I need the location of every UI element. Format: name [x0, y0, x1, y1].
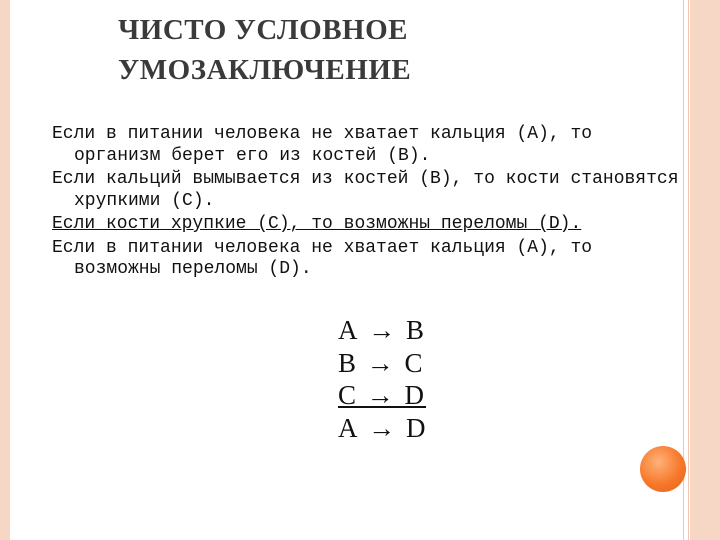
premise-3: Если кости хрупкие (С), то возможны переломы (D).: [52, 214, 582, 234]
implication-row: В → С: [338, 347, 425, 378]
premises-text: [52, 124, 682, 283]
implication-row: С → D: [338, 380, 427, 410]
title-line: УМОЗАКЛЮЧЕНИЕ: [118, 54, 412, 86]
right-decorative-border: [690, 0, 720, 540]
implication-chain: [338, 314, 428, 444]
left-decorative-border: [0, 0, 10, 540]
slide-title: [118, 10, 658, 90]
title-line: ЧИСТО УСЛОВНОЕ: [118, 14, 409, 46]
decorative-orange-circle: [640, 446, 686, 492]
premise-2: Если кальций вымывается из костей (В), то кости становятся хрупкими (С).: [52, 169, 679, 211]
premise-1: Если в питании человека не хватает кальция (А), то организм берет его из костей (В).: [52, 124, 593, 166]
implication-conclusion-row: А → D: [338, 412, 428, 443]
conclusion: Если в питании человека не хватает кальция (А), то возможны переломы (D).: [52, 237, 593, 279]
implication-row: А → В: [338, 315, 427, 345]
